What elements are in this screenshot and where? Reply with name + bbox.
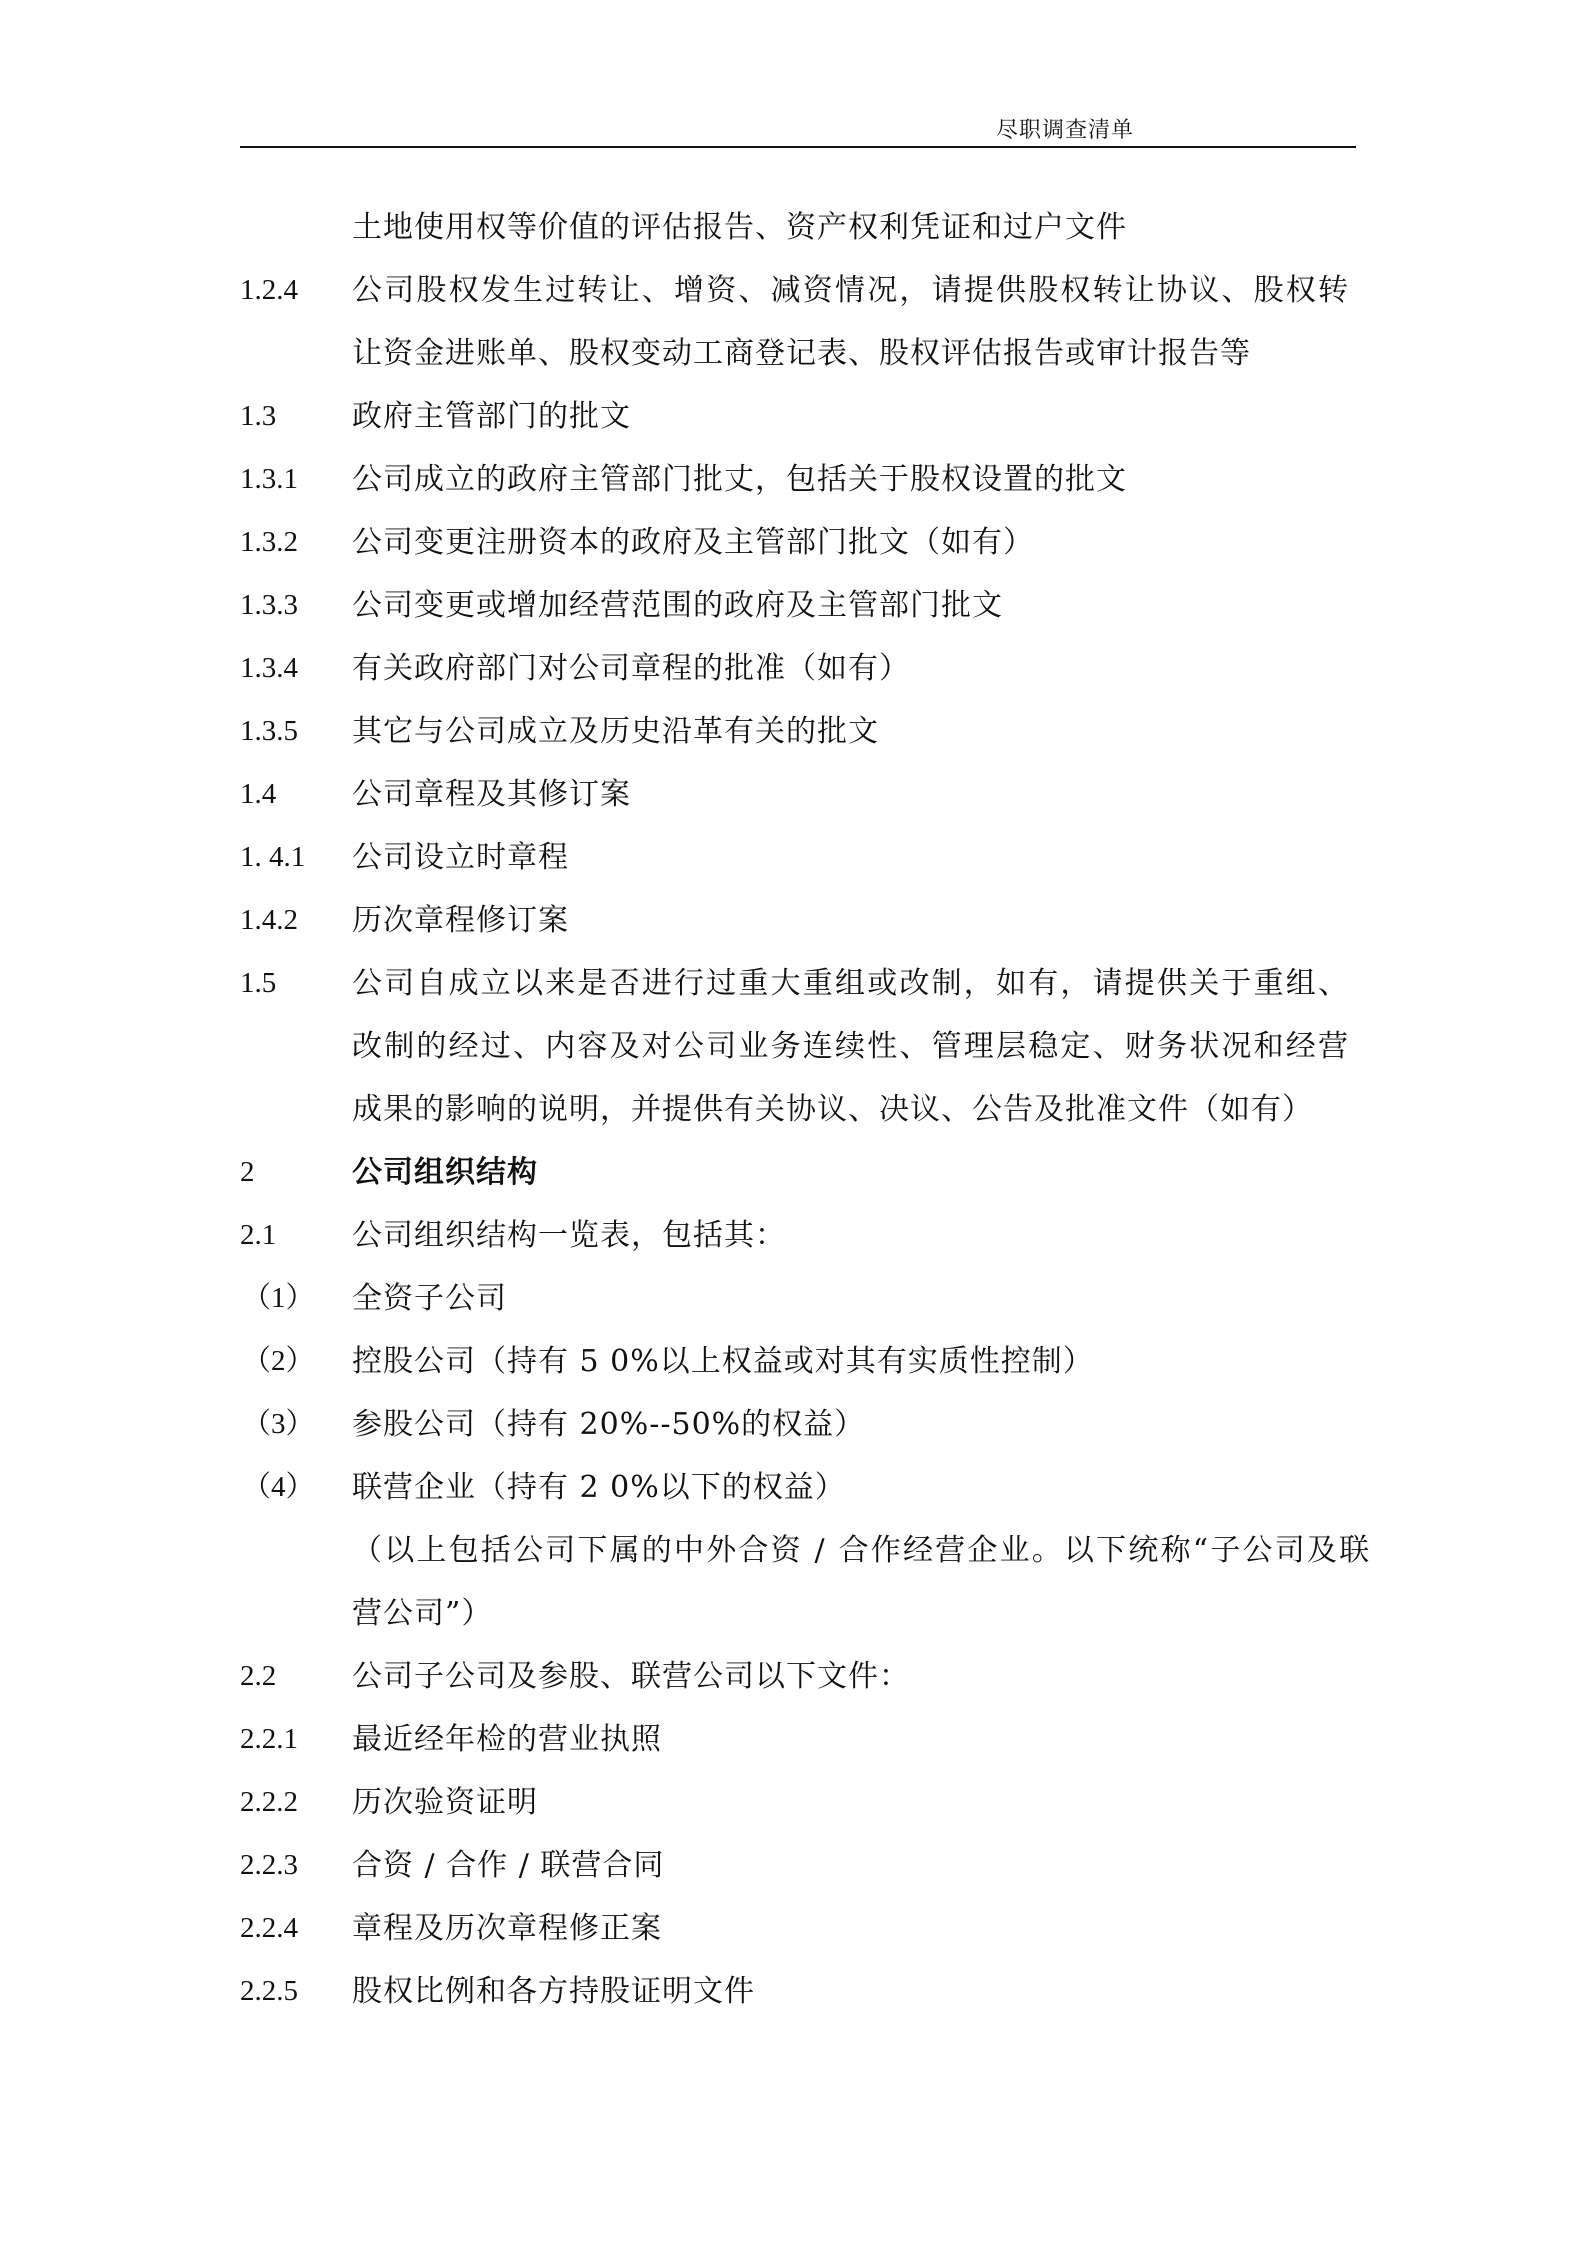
checklist-line <box>240 1519 1372 1582</box>
checklist-line <box>240 196 1356 259</box>
item-number: 1.3.1 <box>240 463 298 495</box>
item-text: 让资金进账单、股权变动工商登记表、股权评估报告或审计报告等 <box>352 336 1251 371</box>
item-text: 营公司”） <box>352 1596 493 1631</box>
checklist-line <box>240 700 1356 763</box>
checklist-line <box>240 1267 1356 1330</box>
item-text: 有关政府部门对公司章程的批准（如有） <box>352 651 910 686</box>
checklist-line <box>240 322 1356 385</box>
checklist-line <box>240 1015 1356 1078</box>
item-number: 2.2.5 <box>240 1975 298 2007</box>
checklist-body <box>240 196 1372 2023</box>
item-number: 1.3.4 <box>240 652 298 684</box>
checklist-line <box>240 1834 1356 1897</box>
item-number: 2.2.1 <box>240 1723 298 1755</box>
item-number: 1.3 <box>240 400 277 432</box>
item-text: 改制的经过、内容及对公司业务连续性、管理层稳定、财务状况和经营 <box>352 1029 1351 1064</box>
item-number: （3） <box>242 1408 315 1440</box>
section-title: 公司组织结构 <box>352 1155 538 1190</box>
item-number: （2） <box>242 1345 315 1377</box>
checklist-line <box>240 511 1356 574</box>
checklist-line <box>240 259 1356 322</box>
checklist-line <box>240 1393 1356 1456</box>
item-text: 公司章程及其修订案 <box>352 777 631 812</box>
checklist-line <box>240 574 1356 637</box>
checklist-line <box>240 1078 1356 1141</box>
checklist-line <box>240 826 1356 889</box>
item-number: 2.2.3 <box>240 1849 298 1881</box>
item-text: 公司成立的政府主管部门批丈，包括关于股权设置的批文 <box>352 462 1127 497</box>
item-text: 政府主管部门的批文 <box>352 399 631 434</box>
item-text: 章程及历次章程修正案 <box>352 1911 662 1946</box>
checklist-line <box>240 1582 1356 1645</box>
item-text: 土地使用权等价值的评估报告、资产权利凭证和过户文件 <box>352 210 1127 245</box>
item-number: 2.2.4 <box>240 1912 298 1944</box>
item-text: 历次验资证明 <box>352 1785 538 1820</box>
checklist-line <box>240 1771 1356 1834</box>
item-text: 成果的影响的说明，并提供有关协议、决议、公告及批准文件（如有） <box>352 1092 1313 1127</box>
item-text: （以上包括公司下属的中外合资 / 合作经营企业。以下统称“子公司及联 <box>352 1533 1372 1568</box>
section-heading <box>240 1141 1356 1204</box>
item-text: 合资 / 合作 / 联营合同 <box>352 1848 665 1883</box>
item-number: （1） <box>242 1282 315 1314</box>
checklist-line <box>240 1897 1356 1960</box>
header-divider <box>240 146 1356 148</box>
item-number: 2.1 <box>240 1219 277 1251</box>
checklist-line <box>240 1330 1356 1393</box>
item-text: 其它与公司成立及历史沿革有关的批文 <box>352 714 879 749</box>
checklist-line <box>240 1204 1356 1267</box>
checklist-line <box>240 448 1356 511</box>
checklist-line <box>240 1456 1356 1519</box>
item-text: 参股公司（持有 20%--50%的权益） <box>352 1407 866 1442</box>
item-text: 公司股权发生过转让、增资、减资情况，请提供股权转让协议、股权转 <box>352 273 1351 308</box>
page-header-title: 尽职调查清单 <box>996 118 1135 143</box>
item-text: 历次章程修订案 <box>352 903 569 938</box>
item-text: 控股公司（持有 5 0%以上权益或对其有实质性控制） <box>352 1344 1094 1379</box>
item-number: 2.2.2 <box>240 1786 298 1818</box>
checklist-line <box>240 1708 1356 1771</box>
item-number: 1.5 <box>240 967 277 999</box>
item-text: 联营企业（持有 2 0%以下的权益） <box>352 1470 846 1505</box>
item-text: 最近经年检的营业执照 <box>352 1722 662 1757</box>
section-number: 2 <box>240 1156 255 1188</box>
item-number: （4） <box>242 1471 315 1503</box>
checklist-line <box>240 889 1356 952</box>
item-number: 2.2 <box>240 1660 277 1692</box>
item-text: 全资子公司 <box>352 1281 507 1316</box>
checklist-line <box>240 1645 1356 1708</box>
item-number: 1.4 <box>240 778 277 810</box>
checklist-line <box>240 952 1356 1015</box>
item-text: 股权比例和各方持股证明文件 <box>352 1974 755 2009</box>
checklist-line <box>240 385 1356 448</box>
checklist-line <box>240 763 1356 826</box>
item-number: 1.2.4 <box>240 274 298 306</box>
item-text: 公司子公司及参股、联营公司以下文件： <box>352 1659 910 1694</box>
item-text: 公司自成立以来是否进行过重大重组或改制，如有，请提供关于重组、 <box>352 966 1351 1001</box>
item-number: 1.3.2 <box>240 526 298 558</box>
item-number: 1. 4.1 <box>240 841 306 873</box>
item-text: 公司设立时章程 <box>352 840 569 875</box>
checklist-line <box>240 637 1356 700</box>
item-number: 1.3.5 <box>240 715 298 747</box>
item-text: 公司变更注册资本的政府及主管部门批文（如有） <box>352 525 1034 560</box>
item-number: 1.4.2 <box>240 904 298 936</box>
item-text: 公司变更或增加经营范围的政府及主管部门批文 <box>352 588 1003 623</box>
item-text: 公司组织结构一览表，包括其： <box>352 1218 786 1253</box>
item-number: 1.3.3 <box>240 589 298 621</box>
checklist-line <box>240 1960 1356 2023</box>
